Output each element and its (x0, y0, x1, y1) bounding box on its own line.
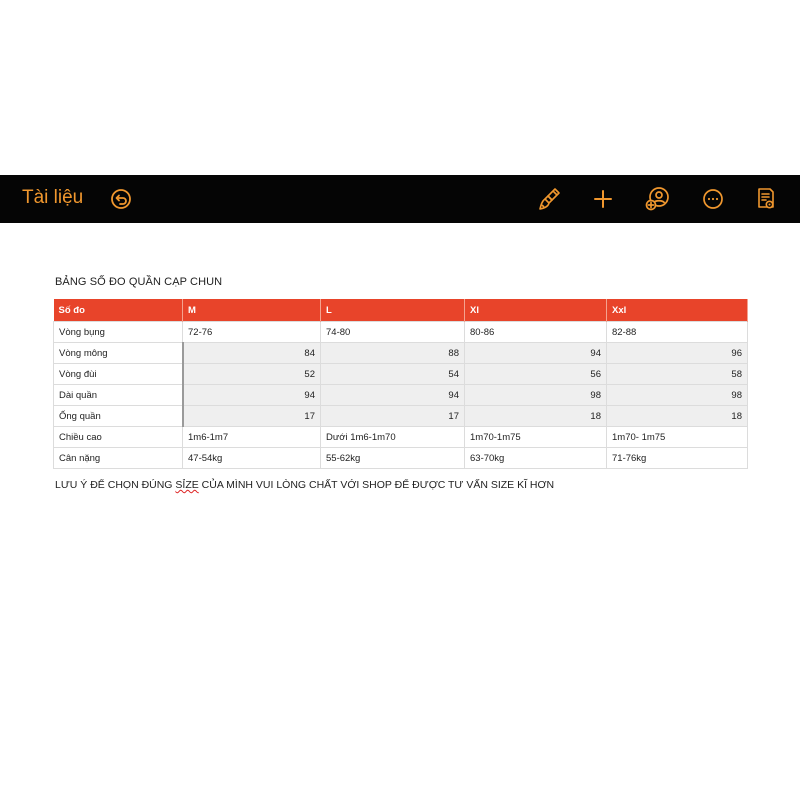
plus-icon[interactable] (590, 186, 616, 212)
toolbar (0, 175, 800, 223)
row-label: Cân nặng (54, 448, 183, 469)
table-cell: 56 (465, 364, 607, 385)
table-row (54, 406, 748, 427)
spellcheck-flagged-word[interactable]: SỈZE (175, 479, 199, 491)
note-text-start: LƯU Ý ĐỂ CHỌN ĐÚNG (55, 479, 176, 491)
table-cell: 94 (183, 385, 321, 406)
table-cell: 18 (607, 406, 748, 427)
table-cell: 98 (607, 385, 748, 406)
undo-icon[interactable] (108, 186, 134, 212)
table-row (54, 448, 748, 469)
table-cell: 55-62kg (321, 448, 465, 469)
row-label: Vòng đùi (54, 364, 183, 385)
table-cell: 18 (465, 406, 607, 427)
table-row (54, 322, 748, 343)
header-cell: Xl (465, 299, 607, 322)
note-text (55, 479, 554, 491)
row-label: Vòng mông (54, 343, 183, 364)
table-cell: 58 (607, 364, 748, 385)
table-row (54, 427, 748, 448)
table-cell: 84 (183, 343, 321, 364)
row-label: Ống quần (54, 406, 183, 427)
table-cell: 63-70kg (465, 448, 607, 469)
note-text-end: CỦA MÌNH VUI LÒNG CHẤT VỚI SHOP ĐỂ ĐƯỢC TƯ VẤN SIZE KĨ HƠN (198, 479, 555, 491)
paintbrush-icon[interactable] (537, 186, 563, 212)
table-cell: 47-54kg (183, 448, 321, 469)
table-row (54, 343, 748, 364)
row-label: Dài quần (54, 385, 183, 406)
table-cell: 17 (321, 406, 465, 427)
table-cell: 74-80 (321, 322, 465, 343)
row-label: Chiều cao (54, 427, 183, 448)
table-cell: Dưới 1m6-1m70 (321, 427, 465, 448)
table-cell: 98 (465, 385, 607, 406)
documents-back-link[interactable]: Tài liệu (22, 187, 84, 208)
header-cell: Xxl (607, 299, 748, 322)
table-cell: 1m70-1m75 (465, 427, 607, 448)
table-cell: 94 (321, 385, 465, 406)
table-cell: 17 (183, 406, 321, 427)
table-cell: 96 (607, 343, 748, 364)
table-cell: 82-88 (607, 322, 748, 343)
table-cell: 71-76kg (607, 448, 748, 469)
document-options-icon[interactable] (753, 186, 779, 212)
table-cell: 72-76 (183, 322, 321, 343)
size-table (53, 299, 748, 469)
row-label: Vòng bụng (54, 322, 183, 343)
header-cell: Số đo (54, 299, 183, 322)
table-cell: 88 (321, 343, 465, 364)
header-cell: M (183, 299, 321, 322)
table-cell: 80-86 (465, 322, 607, 343)
table-row (54, 385, 748, 406)
table-row (54, 364, 748, 385)
collaborate-icon[interactable] (644, 186, 670, 212)
table-cell: 1m70- 1m75 (607, 427, 748, 448)
table-cell: 52 (183, 364, 321, 385)
table-cell: 94 (465, 343, 607, 364)
header-cell: L (321, 299, 465, 322)
table-cell: 54 (321, 364, 465, 385)
more-icon[interactable] (700, 186, 726, 212)
table-cell: 1m6-1m7 (183, 427, 321, 448)
document-heading: BẢNG SỐ ĐO QUẦN CẠP CHUN (55, 276, 223, 288)
table-header-row (54, 299, 748, 322)
